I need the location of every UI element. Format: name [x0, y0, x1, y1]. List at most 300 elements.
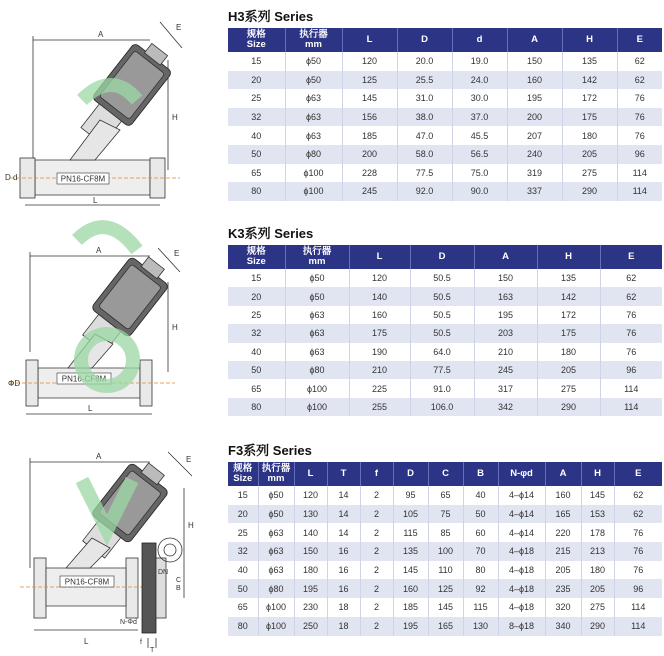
table-cell: 106.0: [410, 398, 474, 416]
table-cell: 20: [228, 71, 285, 90]
valve-label: PN16-CF8M: [61, 374, 107, 384]
column-header-text: 规格: [246, 29, 266, 40]
table-cell: 76: [600, 343, 662, 361]
table-cell: 190: [349, 343, 410, 361]
table-cell: 20: [228, 287, 285, 305]
header-row: [228, 462, 662, 486]
table-cell: 62: [614, 486, 662, 505]
table-cell: 114: [614, 598, 662, 617]
column-header: [545, 462, 581, 486]
table-cell: 320: [545, 598, 581, 617]
table-cell: 77.5: [410, 361, 474, 379]
column-header-text: f: [374, 468, 379, 479]
table-body: [228, 486, 662, 636]
column-header-text: D: [407, 468, 414, 479]
table-cell: 40: [228, 343, 285, 361]
table-cell: 130: [463, 617, 498, 636]
table-cell: 2: [360, 542, 393, 561]
table-row: [228, 126, 662, 145]
column-header-text: 执行器: [299, 29, 328, 40]
column-header-text: E: [636, 34, 643, 45]
table-cell: 25.5: [397, 71, 452, 90]
table-cell: 80: [228, 617, 258, 636]
valve-drawing-k3: [0, 242, 222, 422]
dim-c: C: [176, 577, 182, 584]
column-header-text: L: [366, 34, 373, 45]
dim-dn: DN: [158, 569, 169, 576]
column-header-text: 规格: [233, 463, 253, 474]
column-header: [327, 462, 360, 486]
table-cell: 135: [562, 52, 617, 71]
table-cell: 76: [600, 324, 662, 342]
dim-a: A: [96, 452, 102, 461]
column-header: [397, 28, 452, 52]
table-cell: 175: [537, 324, 600, 342]
table-cell: 235: [545, 579, 581, 598]
table-cell: 205: [562, 145, 617, 164]
dim-l: L: [84, 637, 89, 646]
table-cell: 160: [545, 486, 581, 505]
table-cell: 2: [360, 561, 393, 580]
valve-label: PN16-CF8M: [64, 577, 110, 587]
table-cell: 160: [507, 71, 562, 90]
table-cell: 76: [617, 89, 662, 108]
table-body: [228, 269, 662, 416]
table-cell: 40: [228, 561, 258, 580]
table-row: [228, 561, 662, 580]
table-row: [228, 523, 662, 542]
table-cell: 58.0: [397, 145, 452, 164]
table-cell: 2: [360, 523, 393, 542]
table-cell: ϕ63: [285, 126, 342, 145]
section-h3: [228, 8, 662, 201]
table-cell: 76: [617, 126, 662, 145]
table-cell: 290: [581, 617, 614, 636]
column-header: [617, 28, 662, 52]
table-cell: 20.0: [397, 52, 452, 71]
table-cell: 50: [228, 579, 258, 598]
dim-f: f: [140, 639, 142, 646]
table-cell: 50.5: [410, 306, 474, 324]
table-cell: 4–ϕ18: [498, 579, 545, 598]
table-row: [228, 486, 662, 505]
table-cell: 50.5: [410, 269, 474, 287]
column-header-text: d: [476, 34, 483, 45]
dim-t: T: [150, 647, 155, 654]
column-header-text: Size: [246, 39, 266, 50]
table-cell: 120: [349, 269, 410, 287]
column-header-text: 执行器: [261, 463, 291, 474]
dim-d: ΦD: [8, 379, 21, 388]
table-cell: 105: [393, 505, 428, 524]
table-cell: 8–ϕ18: [498, 617, 545, 636]
table-cell: 290: [562, 182, 617, 201]
table-cell: 120: [294, 486, 327, 505]
table-cell: 178: [581, 523, 614, 542]
table-cell: 4–ϕ18: [498, 598, 545, 617]
table-cell: 2: [360, 579, 393, 598]
table-cell: 200: [507, 108, 562, 127]
table-cell: 64.0: [410, 343, 474, 361]
column-header-text: D: [438, 251, 446, 262]
column-header-text: L: [307, 468, 314, 479]
table-cell: 150: [474, 269, 537, 287]
table-cell: 145: [428, 598, 463, 617]
table-cell: 62: [600, 269, 662, 287]
table-cell: 60: [463, 523, 498, 542]
table-cell: 130: [294, 505, 327, 524]
table-row: [228, 269, 662, 287]
table-row: [228, 306, 662, 324]
table-cell: 145: [581, 486, 614, 505]
section-k3: [228, 225, 662, 416]
table-cell: ϕ63: [285, 343, 349, 361]
table-cell: 203: [474, 324, 537, 342]
table-cell: 47.0: [397, 126, 452, 145]
table-cell: 165: [545, 505, 581, 524]
table-cell: 91.0: [410, 379, 474, 397]
table-cell: 114: [600, 398, 662, 416]
column-header: [537, 245, 600, 269]
valve-drawing-h3: [0, 10, 222, 210]
section-title: F3系列 Series: [228, 443, 312, 458]
table-cell: 50.5: [410, 287, 474, 305]
table-cell: 150: [294, 542, 327, 561]
table-cell: ϕ80: [258, 579, 294, 598]
column-header: [342, 28, 397, 52]
table-cell: 156: [342, 108, 397, 127]
table-cell: 62: [617, 52, 662, 71]
table-cell: 135: [393, 542, 428, 561]
table-cell: 225: [349, 379, 410, 397]
table-cell: ϕ50: [285, 269, 349, 287]
table-cell: 195: [294, 579, 327, 598]
table-cell: 160: [393, 579, 428, 598]
table-cell: 125: [342, 71, 397, 90]
table-cell: 37.0: [452, 108, 507, 127]
table-row: [228, 379, 662, 397]
table-cell: 205: [545, 561, 581, 580]
table-cell: 77.5: [397, 164, 452, 183]
column-header: [507, 28, 562, 52]
table-cell: 80: [228, 182, 285, 201]
table-cell: 142: [562, 71, 617, 90]
column-header-text: H: [594, 468, 601, 479]
table-cell: 153: [581, 505, 614, 524]
column-header-text: H: [565, 251, 572, 262]
dim-e: E: [176, 23, 182, 32]
table-cell: 50: [463, 505, 498, 524]
table-cell: 2: [360, 486, 393, 505]
table-row: [228, 287, 662, 305]
table-cell: 76: [617, 108, 662, 127]
table-row: [228, 324, 662, 342]
table-cell: ϕ80: [285, 145, 342, 164]
table-cell: ϕ80: [285, 361, 349, 379]
table-cell: ϕ50: [258, 486, 294, 505]
dim-e: E: [186, 455, 192, 464]
table-cell: 337: [507, 182, 562, 201]
table-cell: ϕ63: [285, 108, 342, 127]
section-title: H3系列 Series: [228, 9, 314, 24]
table-cell: ϕ100: [258, 617, 294, 636]
table-cell: 210: [474, 343, 537, 361]
dim-d-inner: d: [13, 173, 18, 182]
table-cell: 25: [228, 89, 285, 108]
table-cell: 210: [349, 361, 410, 379]
table-cell: 114: [617, 182, 662, 201]
table-row: [228, 505, 662, 524]
column-header-text: C: [442, 468, 449, 479]
table-cell: 16: [327, 561, 360, 580]
table-row: [228, 71, 662, 90]
table-cell: ϕ63: [258, 561, 294, 580]
table-cell: 125: [428, 579, 463, 598]
table-cell: 195: [474, 306, 537, 324]
valve-drawing-f3-svg: [0, 448, 222, 654]
table-cell: 32: [228, 108, 285, 127]
table-cell: 195: [507, 89, 562, 108]
dim-e: E: [174, 249, 180, 258]
table-cell: 65: [228, 379, 285, 397]
table-cell: 275: [581, 598, 614, 617]
table-cell: 255: [349, 398, 410, 416]
table-cell: 40: [228, 126, 285, 145]
table-cell: 15: [228, 486, 258, 505]
table-cell: 4–ϕ18: [498, 561, 545, 580]
table-cell: 30.0: [452, 89, 507, 108]
table-row: [228, 617, 662, 636]
spec-table-f3: [228, 462, 662, 636]
table-cell: 62: [614, 505, 662, 524]
table-cell: ϕ63: [285, 324, 349, 342]
column-header: [410, 245, 474, 269]
table-cell: 150: [507, 52, 562, 71]
column-header: [228, 462, 258, 486]
table-row: [228, 579, 662, 598]
table-cell: 70: [463, 542, 498, 561]
column-header-text: mm: [267, 473, 285, 484]
table-cell: ϕ50: [285, 287, 349, 305]
table-cell: ϕ63: [258, 542, 294, 561]
table-cell: 24.0: [452, 71, 507, 90]
table-row: [228, 164, 662, 183]
table-cell: 75: [428, 505, 463, 524]
column-header-text: E: [635, 468, 642, 479]
table-cell: 180: [581, 561, 614, 580]
table-cell: 92.0: [397, 182, 452, 201]
column-header-text: T: [340, 468, 347, 479]
table-cell: 213: [581, 542, 614, 561]
table-cell: 110: [428, 561, 463, 580]
valve-drawing-f3: [0, 448, 222, 654]
dim-h: H: [172, 323, 178, 332]
table-cell: 32: [228, 542, 258, 561]
column-header: [452, 28, 507, 52]
column-header: [258, 462, 294, 486]
table-cell: 38.0: [397, 108, 452, 127]
table-cell: 317: [474, 379, 537, 397]
table-cell: 14: [327, 523, 360, 542]
table-cell: ϕ100: [285, 398, 349, 416]
column-header-text: L: [376, 251, 383, 262]
column-header: [349, 245, 410, 269]
table-row: [228, 361, 662, 379]
dim-l: L: [88, 404, 93, 413]
table-cell: 96: [600, 361, 662, 379]
table-cell: 96: [617, 145, 662, 164]
table-cell: 165: [428, 617, 463, 636]
spec-table-k3: [228, 245, 662, 416]
table-cell: 15: [228, 52, 285, 71]
table-cell: 145: [342, 89, 397, 108]
table-cell: 180: [562, 126, 617, 145]
table-cell: 195: [393, 617, 428, 636]
table-cell: 76: [614, 542, 662, 561]
table-cell: 2: [360, 505, 393, 524]
table-cell: 140: [294, 523, 327, 542]
column-header: [562, 28, 617, 52]
table-cell: 4–ϕ18: [498, 542, 545, 561]
column-header: [360, 462, 393, 486]
header-row: [228, 28, 662, 52]
table-cell: 100: [428, 542, 463, 561]
table-cell: 172: [562, 89, 617, 108]
column-header: [285, 28, 342, 52]
table-cell: 25: [228, 306, 285, 324]
column-header: [285, 245, 349, 269]
table-cell: 200: [342, 145, 397, 164]
table-cell: 175: [349, 324, 410, 342]
table-cell: 20: [228, 505, 258, 524]
table-cell: 15: [228, 269, 285, 287]
table-cell: 14: [327, 486, 360, 505]
valve-label: PN16-CF8M: [60, 174, 106, 184]
table-cell: 50: [228, 145, 285, 164]
dim-a: A: [98, 30, 104, 39]
table-cell: 163: [474, 287, 537, 305]
table-cell: 31.0: [397, 89, 452, 108]
table-cell: ϕ100: [258, 598, 294, 617]
table-cell: 275: [562, 164, 617, 183]
table-cell: 95: [393, 486, 428, 505]
table-cell: 56.5: [452, 145, 507, 164]
table-cell: 18: [327, 598, 360, 617]
table-cell: 50.5: [410, 324, 474, 342]
table-cell: 205: [581, 579, 614, 598]
table-cell: 45.5: [452, 126, 507, 145]
table-row: [228, 398, 662, 416]
table-cell: 62: [600, 287, 662, 305]
column-header-text: D: [421, 34, 428, 45]
table-cell: 140: [349, 287, 410, 305]
table-cell: 207: [507, 126, 562, 145]
valve-drawing-k3-svg: [0, 242, 222, 422]
column-header: [393, 462, 428, 486]
table-cell: 175: [562, 108, 617, 127]
column-header-text: 规格: [246, 246, 266, 257]
column-header: [498, 462, 545, 486]
table-cell: 120: [342, 52, 397, 71]
column-header: [428, 462, 463, 486]
column-header: [294, 462, 327, 486]
section-f3: [228, 442, 662, 636]
table-cell: ϕ50: [285, 52, 342, 71]
table-cell: 135: [537, 269, 600, 287]
table-cell: 115: [393, 523, 428, 542]
column-header-text: mm: [305, 39, 322, 50]
table-cell: 19.0: [452, 52, 507, 71]
table-cell: 342: [474, 398, 537, 416]
dim-h: H: [188, 521, 194, 530]
table-cell: 114: [617, 164, 662, 183]
table-cell: 290: [537, 398, 600, 416]
column-header: [614, 462, 662, 486]
column-header-text: H: [586, 34, 593, 45]
table-cell: 80: [228, 398, 285, 416]
table-row: [228, 108, 662, 127]
dim-d-outer: D: [5, 173, 11, 182]
table-row: [228, 182, 662, 201]
valve-drawing-h3-svg: [0, 10, 222, 210]
table-body: [228, 52, 662, 201]
table-cell: 80: [463, 561, 498, 580]
table-cell: ϕ50: [258, 505, 294, 524]
column-header: [581, 462, 614, 486]
table-cell: 16: [327, 579, 360, 598]
table-cell: 4–ϕ14: [498, 486, 545, 505]
table-cell: 4–ϕ14: [498, 523, 545, 542]
table-cell: 62: [617, 71, 662, 90]
table-cell: ϕ63: [258, 523, 294, 542]
table-cell: 142: [537, 287, 600, 305]
column-header-text: Size: [233, 473, 253, 484]
column-header: [228, 28, 285, 52]
table-cell: ϕ63: [285, 89, 342, 108]
column-header-text: Size: [246, 256, 266, 267]
table-cell: 2: [360, 598, 393, 617]
table-cell: 245: [474, 361, 537, 379]
table-row: [228, 542, 662, 561]
table-cell: 75.0: [452, 164, 507, 183]
table-cell: 250: [294, 617, 327, 636]
column-header: [228, 245, 285, 269]
table-cell: 240: [507, 145, 562, 164]
table-cell: 92: [463, 579, 498, 598]
table-cell: 180: [537, 343, 600, 361]
column-header-text: A: [531, 34, 538, 45]
table-cell: 220: [545, 523, 581, 542]
table-cell: 32: [228, 324, 285, 342]
table-row: [228, 343, 662, 361]
table-cell: 18: [327, 617, 360, 636]
column-header-text: N-φd: [510, 468, 533, 479]
table-cell: 50: [228, 361, 285, 379]
spec-table-h3: [228, 28, 662, 201]
table-cell: 40: [463, 486, 498, 505]
table-row: [228, 145, 662, 164]
table-cell: 230: [294, 598, 327, 617]
table-cell: 228: [342, 164, 397, 183]
column-header: [600, 245, 662, 269]
table-cell: 172: [537, 306, 600, 324]
column-header-text: B: [477, 468, 484, 479]
table-cell: 340: [545, 617, 581, 636]
column-header-text: mm: [308, 256, 326, 267]
table-cell: ϕ50: [285, 71, 342, 90]
table-cell: 76: [614, 561, 662, 580]
column-header-text: A: [502, 251, 509, 262]
